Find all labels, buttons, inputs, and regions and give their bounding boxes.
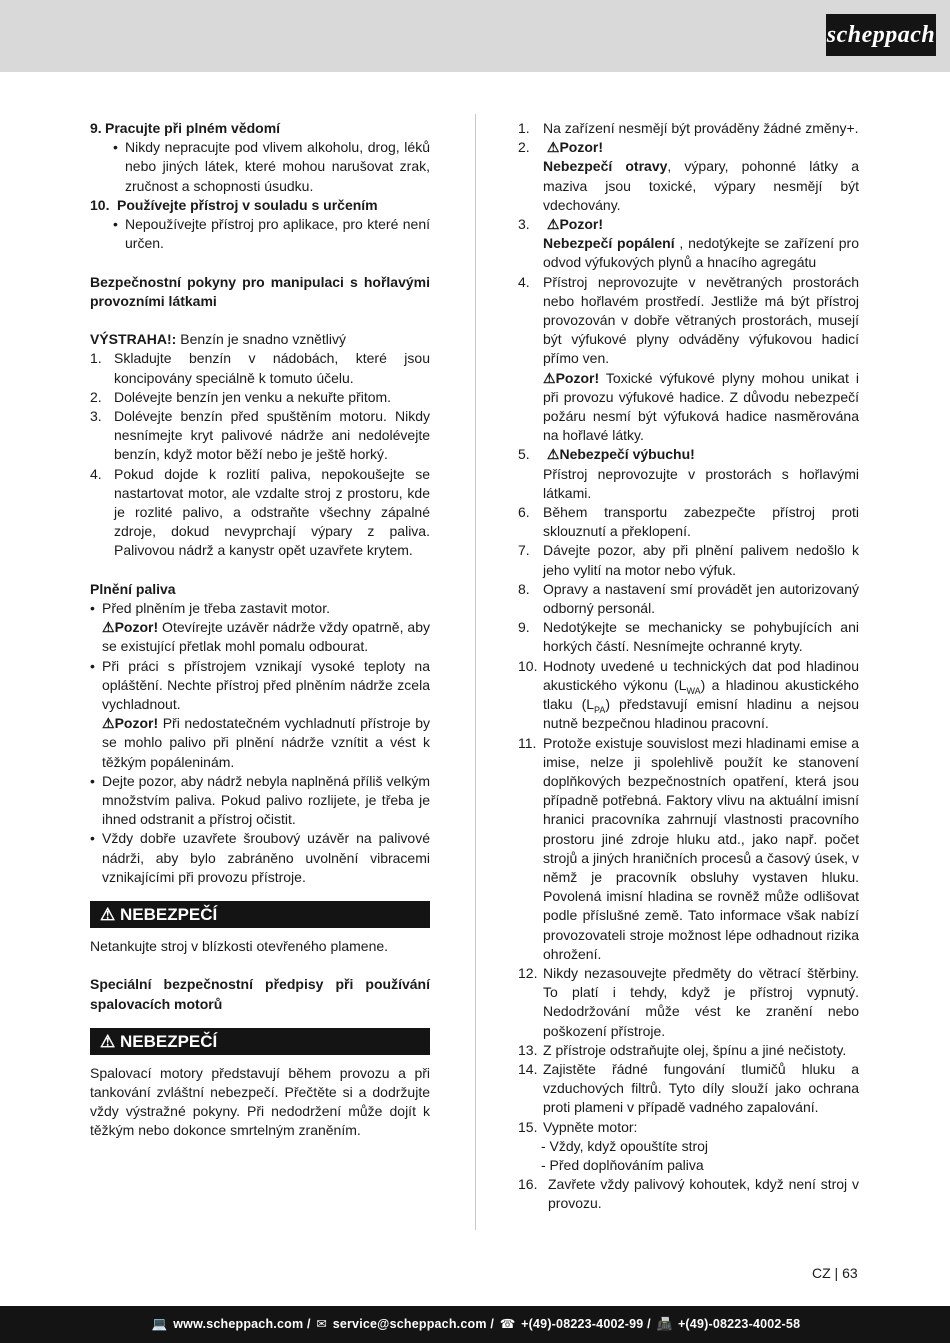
website-link[interactable]: www.scheppach.com (173, 1317, 304, 1331)
list-item: • Dejte pozor, aby nádrž nebyla naplněná příliš velkým množstvím paliva. Pokud palivo rozlijete, je třeba je ihned odstranit a přístroj očistit. (90, 772, 430, 828)
warning-triangle-icon: ⚠ (102, 619, 115, 636)
list-item: 2. ⚠Pozor! (518, 138, 859, 157)
caution-note: ⚠Pozor! Při nedostatečném vychladnutí přístroje by se mohlo palivo při plnění nádrže vznítit a vést k těžkým popáleninám. (102, 715, 430, 770)
list-item: • Vždy dobře uzavřete šroubový uzávěr na palivové nádrži, aby bylo zabráněno uvolnění vibracemi vznikajícími při provozu přístroje. (90, 830, 430, 885)
danger-text: Netankujte stroj v blízkosti otevřeného plamene. (90, 938, 389, 955)
warning-triangle-icon: ⚠ (100, 1031, 120, 1051)
list-item: 9. Nedotýkejte se mechanicky se pohybujících ani horkých částí. Nesnímejte ochranné kryty. (518, 619, 859, 655)
warning-triangle-icon: ⚠ (543, 446, 560, 463)
special-rules-heading: Speciální bezpečnostní předpisy při používání spalovacích motorů (90, 976, 430, 1012)
phone-number: +(49)-08223-4002-99 (521, 1317, 644, 1331)
list-item: 1. Skladujte benzín v nádobách, které jsou koncipovány speciálně k tomuto účelu. (90, 350, 430, 386)
list-item: 1. Na zařízení nesmějí být prováděny žádné změny+. (518, 120, 859, 136)
list-item: 6. Během transportu zabezpečte přístroj proti sklouznutí a překlopení. (518, 504, 859, 540)
list-item: 4. Přístroj neprovozujte v nevětraných prostorách nebo hořlavém prostředí. Jestliže má být přístroj provozován v dobře větraných prostorách, musejí být výfukové plyny odváděny výfukovou hadicí přímo ven. (518, 273, 859, 367)
list-item: 16. Zavřete vždy palivový kohoutek, když není stroj v provozu. (518, 1176, 859, 1212)
list-item: 12. Nikdy nezasouvejte předměty do větrací štěrbiny. To platí i tehdy, když je přístroj vypnutý. Nedodržování může vést ke zranění nebo poškození přístroje. (518, 964, 859, 1039)
list-item: • Při práci s přístrojem vznikají vysoké teploty na opláštění. Nechte přístroj před plněním nádrže zcela vychladnout. (90, 657, 430, 713)
page-number: CZ | 63 (812, 1265, 858, 1281)
fuel-warning: VÝSTRAHA!: Benzín je snadno vznětlivý (90, 331, 346, 348)
section-9-title: 9. Pracujte při plném vědomí (90, 120, 281, 136)
list-item: 13. Z přístroje odstraňujte olej, špínu a jiné nečistoty. (518, 1041, 847, 1058)
mail-icon: ✉ (316, 1317, 327, 1331)
list-item: • Nepoužívejte přístroj pro aplikace, pro které není určen. (113, 216, 430, 252)
page-header (0, 0, 950, 72)
phone-icon: ☎ (499, 1317, 516, 1331)
list-item: • Před plněním je třeba zastavit motor. (90, 600, 330, 617)
list-item: 11. Protože existuje souvislost mezi hladinami emise a imise, nelze ji spolehlivě použít ke stanovení doplňkových bezpečnostních opatření, která jsou případně potřebná. Faktory vlivu na aktuální imisní hranici pracovníka zahrnují vlastnosti pracovního prostoru jiné zdroje hluku atd., jako např. počet strojů a jiných hraničních procesů a časový úsek, v němž je pracovník obsluhy vystaven hluku. Povolená imisní hladina se rovněž může odlišovat podle příslušné země. Tato informace však nabízí provozovateli stroje možnost lépe odhadnout rizika ohrožení. (518, 734, 859, 962)
section-10-title: 10. Používejte přístroj v souladu s určením (90, 196, 378, 213)
warning-triangle-icon: ⚠ (543, 369, 556, 386)
scheppach-logo: scheppach (826, 14, 936, 56)
list-item: 3. Dolévejte benzín před spuštěním motoru. Nikdy nesnímejte kryt palivové nádrže ani nedolévejte benzín, když motor běží nebo je ještě horký. (90, 408, 430, 463)
warning-triangle-icon: ⚠ (543, 216, 560, 233)
list-item: 7. Dávejte pozor, aby při plnění palivem nedošlo k jeho vylití na motor nebo výfuk. (518, 542, 859, 578)
list-item: 15. Vypněte motor: (518, 1118, 638, 1135)
column-divider (475, 114, 476, 1230)
warning-triangle-icon: ⚠ (100, 905, 120, 925)
caution-note: ⚠Pozor! Otevírejte uzávěr nádrže vždy opatrně, aby se existující přetlak mohl pomalu odbourat. (102, 619, 430, 655)
list-item: 14. Zajistěte řádné fungování tlumičů hluku a vzduchových filtrů. Tyto díly slouží jako ochrana proti plameni v případě vadného zapalování. (518, 1060, 859, 1116)
warning-triangle-icon: ⚠ (543, 139, 560, 156)
warning-triangle-icon: ⚠ (102, 715, 115, 732)
fuel-safety-heading: Bezpečnostní pokyny pro manipulaci s hořlavými provozními látkami (90, 273, 430, 309)
list-item: 10. Hodnoty uvedené u technických dat pod hladinou akustického výkonu $(L_{WA})$ a hladinou akustického tlaku $(L_{PA})$ představují emisní hladinu a nejsou nutně bezpečnou hladinou pracovní. (518, 657, 859, 732)
left-column (90, 119, 430, 1141)
list-item: 5. ⚠Nebezpečí výbuchu! (518, 445, 859, 464)
list-item: • Nikdy nepracujte pod vlivem alkoholu, drog, léků nebo jiných látek, které mohou narušovat zrak, zručnost a schopnosti úsudku. (113, 139, 430, 194)
computer-icon: 💻 (151, 1317, 168, 1331)
list-item: 8. Opravy a nastavení smí provádět jen autorizovaný odborný personál. (518, 580, 859, 617)
list-item: 4. Pokud dojde k rozlití paliva, nepokoušejte se nastartovat motor, ale vzdalte stroj z prostoru, kde je rozlité palivo, a odstraňte všechny zápalné zdroje, dokud nevyprchají výpary z paliva. Palivovou nádrž a kanystr opět uzavřete krytem. (90, 465, 430, 559)
danger-banner: ⚠ NEBEZPEČÍ (90, 1028, 430, 1055)
page-footer: 💻 www.scheppach.com / ✉ service@scheppach.com / ☎ +(49)-08223-4002-99 / 📠 +(49)-08223-4002-58 (0, 1306, 950, 1343)
fax-icon: 📠 (656, 1317, 673, 1331)
email-link[interactable]: service@scheppach.com (332, 1317, 487, 1331)
fax-number: +(49)-08223-4002-58 (677, 1317, 801, 1331)
danger-text: Spalovací motory představují během provozu a při tankování zvláštní nebezpečí. Přečtěte si a dodržujte vždy výstražné pokyny. Při nedodržení může dojít k těžkým nebo dokonce smrtelným zraněním. (90, 1064, 430, 1139)
danger-banner: ⚠ NEBEZPEČÍ (90, 901, 430, 928)
list-item: 3. ⚠Pozor! (518, 215, 859, 234)
refuel-heading: Plnění paliva (90, 580, 176, 597)
right-column: 1. Na zařízení nesmějí být prováděny žádné změny+. 2. ⚠Pozor! Nebezpečí otravy, výpary, pohonné látky a maziva jsou toxické, výpary nesmějí být vdechovány. 3. ⚠Pozor! Nebezpečí popálení , nedotýkejte se zařízení pro odvod výfukových plynů a hnacího agregátu 4. Přístroj neprovozujte v nevětraných prostorách nebo hořlavém prostředí. Jestliže má být přístroj provozován v dobře větraných prostorách, musejí být výfukové plyny odváděny výfukovou hadicí přímo ven. ⚠Pozor! Toxické výfukové plyny mohou unikat i při provozu výfukové hadice. Z důvodu nebezpečí požáru nesmí být výfuková hadice nasměrována na hořlavé látky. 5. ⚠Nebezpečí výbuchu! Přístroj neprovozujte v prostorách s hořlavými látkami. 6. Během transportu zabezpečte přístroj proti sklouznutí a překlopení. 7. Dávejte pozor, aby při plnění palivem nedošlo k jeho vylití na motor nebo výfuk. 8. Opravy a nastavení smí provádět jen autorizovaný odborný personál. 9. Nedotýkejte se mechanicky se pohybujících ani horkých částí. Nesnímejte ochranné kryty. 10. Hodnoty uvedené u technických dat pod hladinou akustického výkonu $(L_{WA})$ a hladinou akustického tlaku $(L_{PA})$ představují emisní hladinu a nejsou nutně bezpečnou hladinou pracovní. 11. Protože existuje souvislost mezi hladinami emise a imise, nelze ji spolehlivě použít ke stanovení doplňkových bezpečnostních opatření, která jsou případně potřebná. Faktory vlivu na aktuální imisní hranici pracovníka zahrnují vlastnosti pracovního prostoru jiné zdroje hluku atd., jako např. počet strojů a jiných hraničních procesů a časový úsek, v němž je pracovník obsluhy vystaven hluku. Povolená imisní hladina se rovněž může odlišovat podle příslušné země. Tato informace však nabízí provozovateli stroje možnost lépe odhadnout rizika ohrožení. 12. Nikdy nezasouvejte předměty do větrací štěrbiny. To platí i tehdy, když je přístroj vypnutý. Nedodržování může vést ke zranění nebo poškození přístroje. 13. Z přístroje odstraňujte olej, špínu a jiné nečistoty. 14. Zajistěte řádné fungování tlumičů hluku a vzduchových filtrů. Tyto díly slouží jako ochrana proti plameni v případě vadného zapalování. 15. Vypněte motor: - Vždy, když opouštíte stroj - Před doplňováním paliva 16. Zavřete vždy palivový kohoutek, když není stroj v provozu. (518, 119, 859, 1214)
list-item: 2. Dolévejte benzín jen venku a nekuřte přitom. (90, 388, 392, 405)
